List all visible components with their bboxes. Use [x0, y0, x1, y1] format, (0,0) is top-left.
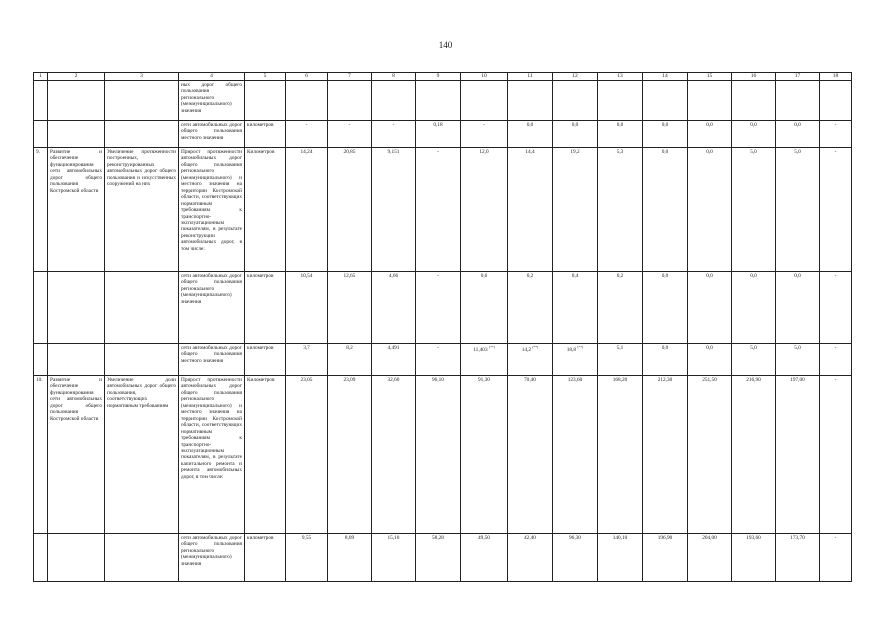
table-row: [34, 272, 852, 344]
value-cell: 0,0: [688, 121, 732, 148]
value-cell: 0,0: [688, 272, 732, 344]
value-cell: 4,66: [372, 272, 416, 344]
unit-cell: километров: [245, 121, 286, 148]
value-cell: [286, 81, 328, 121]
header-cell: 15: [688, 73, 732, 81]
unit-cell: километров: [245, 344, 286, 376]
value-cell: 0,0: [508, 121, 553, 148]
value-cell: [598, 81, 643, 121]
value-cell: 3,7: [286, 344, 328, 376]
value-cell: 91,30: [461, 376, 508, 534]
value-cell: 0,2: [508, 272, 553, 344]
value-cell: 193,60: [732, 534, 776, 582]
value-cell: 0,0: [643, 121, 688, 148]
value-cell: 12,0: [461, 148, 508, 272]
goal-cell: [48, 272, 105, 344]
goal-cell: Развитие и обеспечение функционирования сети автомобильных дорог общего пользования Костромской области: [48, 148, 105, 272]
header-cell: 11: [508, 73, 553, 81]
value-cell: 140,10: [598, 534, 643, 582]
value-cell: 19,2: [553, 148, 598, 272]
header-cell: 1: [34, 73, 48, 81]
value-cell: 10,54: [286, 272, 328, 344]
indicator-cell: сети автомобильных дорог общего пользования местного значения: [179, 121, 245, 148]
table-row: [34, 376, 852, 534]
value-cell: 0,0: [732, 272, 776, 344]
value-cell: 0,0: [776, 121, 820, 148]
value-cell: 12,65: [328, 272, 372, 344]
value-cell: 173,70: [776, 534, 820, 582]
goal-cell: [48, 81, 105, 121]
value-cell: 14,4: [508, 148, 553, 272]
header-cell: 8: [372, 73, 416, 81]
value-cell: 5,1: [598, 344, 643, 376]
indicator-cell: Прирост протяженности автомобильных дорог общего пользования регионального (межмуниципального) и местного значения на территории Костромской области, соответствующих нормативным требованиям к транспортно-эксплуатационным показателям, в результате капитального ремонта и ремонта автомобильных дорог, в том числе:: [179, 376, 245, 534]
value-cell: 196,90: [643, 534, 688, 582]
value-cell: 0,2: [598, 272, 643, 344]
value-cell: 23,09: [328, 376, 372, 534]
unit-cell: [245, 81, 286, 121]
value-cell: 42,40: [508, 534, 553, 582]
value-cell: -: [416, 272, 461, 344]
value-cell: 5,0: [732, 344, 776, 376]
value-cell: -: [461, 121, 508, 148]
value-cell: 0,6: [461, 272, 508, 344]
row-number-cell: [34, 534, 48, 582]
header-cell: 18: [820, 73, 852, 81]
value-cell: [688, 81, 732, 121]
header-cell: 10: [461, 73, 508, 81]
task-cell: [105, 121, 179, 148]
value-cell: 204,00: [688, 534, 732, 582]
row-number-cell: 10.: [34, 376, 48, 534]
value-cell: 9,151: [372, 148, 416, 272]
goal-cell: [48, 121, 105, 148]
value-text: 14,2: [521, 346, 532, 353]
value-cell: 32,60: [372, 376, 416, 534]
value-cell: [553, 81, 598, 121]
value-cell: 0,0: [688, 344, 732, 376]
unit-cell: Километров: [245, 148, 286, 272]
value-cell: 212,30: [643, 376, 688, 534]
row-number-cell: 9.: [34, 148, 48, 272]
value-cell: [461, 81, 508, 121]
value-cell: 8,2: [328, 344, 372, 376]
value-cell: -: [820, 148, 852, 272]
value-cell: -: [286, 121, 328, 148]
value-cell: 216,90: [732, 376, 776, 534]
value-cell: -: [820, 272, 852, 344]
value-cell: -: [416, 148, 461, 272]
table-row: [34, 121, 852, 148]
value-cell: [776, 81, 820, 121]
value-cell: 15,10: [372, 534, 416, 582]
unit-cell: Километров: [245, 376, 286, 534]
value-cell: -: [820, 344, 852, 376]
goal-cell: Развитие и обеспечение функционирования сети автомобильных дорог общего пользования Костромской области: [48, 376, 105, 534]
value-cell: [508, 81, 553, 121]
value-cell: 197,00: [776, 376, 820, 534]
value-cell: 4,491: [372, 344, 416, 376]
task-cell: [105, 81, 179, 121]
value-cell: 5,0: [776, 148, 820, 272]
value-cell: [508, 344, 553, 376]
value-cell: [820, 81, 852, 121]
value-cell: 0,4: [553, 272, 598, 344]
value-cell: 96,10: [416, 376, 461, 534]
value-cell: 168,20: [598, 376, 643, 534]
value-cell: 0,0: [732, 121, 776, 148]
row-number-cell: [34, 121, 48, 148]
indicator-cell: сети автомобильных дорог общего пользования местного значения: [179, 344, 245, 376]
header-cell: 3: [105, 73, 179, 81]
value-cell: 8,09: [328, 534, 372, 582]
goal-cell: [48, 534, 105, 582]
header-cell: 9: [416, 73, 461, 81]
value-cell: 20,85: [328, 148, 372, 272]
value-cell: [328, 81, 372, 121]
header-cell: 6: [286, 73, 328, 81]
value-cell: 251,50: [688, 376, 732, 534]
goal-cell: [48, 344, 105, 376]
value-cell: 0,18: [416, 121, 461, 148]
indicator-cell: ных дорог общего пользования регионального (межмуниципального) значения: [179, 81, 245, 121]
value-cell: [416, 81, 461, 121]
task-cell: [105, 344, 179, 376]
header-cell: 13: [598, 73, 643, 81]
value-cell: 23,05: [286, 376, 328, 534]
header-cell: 17: [776, 73, 820, 81]
header-cell: 14: [643, 73, 688, 81]
value-text: 18,8: [566, 346, 577, 353]
row-number-cell: [34, 344, 48, 376]
column-number-row: [34, 73, 852, 81]
value-cell: 0,0: [553, 121, 598, 148]
table-row: [34, 344, 852, 376]
value-cell: 0,0: [643, 272, 688, 344]
table-row: [34, 148, 852, 272]
value-cell: 0,0: [643, 148, 688, 272]
header-cell: 7: [328, 73, 372, 81]
value-cell: -: [820, 534, 852, 582]
value-cell: 5,3: [598, 148, 643, 272]
value-cell: -: [372, 121, 416, 148]
value-cell: -: [820, 121, 852, 148]
value-cell: [553, 344, 598, 376]
value-cell: 49,50: [461, 534, 508, 582]
value-cell: 14,24: [286, 148, 328, 272]
header-cell: 5: [245, 73, 286, 81]
value-cell: [372, 81, 416, 121]
value-cell: 5,0: [732, 148, 776, 272]
value-cell: [732, 81, 776, 121]
header-cell: 12: [553, 73, 598, 81]
value-cell: -: [820, 376, 852, 534]
task-cell: [105, 272, 179, 344]
footnote-marker: (**): [577, 345, 584, 349]
header-cell: 2: [48, 73, 105, 81]
header-cell: 16: [732, 73, 776, 81]
value-cell: 0,0: [643, 344, 688, 376]
value-cell: [643, 81, 688, 121]
indicator-cell: сети автомобильных дорог общего пользования регионального (межмуниципального) значения: [179, 534, 245, 582]
value-cell: 0,0: [776, 272, 820, 344]
header-cell: 4: [179, 73, 245, 81]
footnote-marker: (**): [532, 345, 539, 349]
value-cell: 58,28: [416, 534, 461, 582]
value-cell: [461, 344, 508, 376]
footnote-marker: (**): [488, 345, 495, 349]
page-number: 140: [438, 40, 453, 50]
value-cell: -: [416, 344, 461, 376]
value-text: 11,403: [473, 346, 488, 353]
row-number-cell: [34, 272, 48, 344]
indicators-table: [33, 72, 852, 582]
value-cell: 0,0: [688, 148, 732, 272]
value-cell: -: [328, 121, 372, 148]
unit-cell: километров: [245, 272, 286, 344]
value-cell: 9,55: [286, 534, 328, 582]
value-cell: 96,30: [553, 534, 598, 582]
value-cell: 0,0: [598, 121, 643, 148]
value-cell: 70,40: [508, 376, 553, 534]
task-cell: Увеличение протяженности построенных, реконструированных автомобильных дорог общего пользования и искусственных сооружений на них: [105, 148, 179, 272]
indicator-cell: сети автомобильных дорог общего пользования регионального (межмуниципального) значения: [179, 272, 245, 344]
value-cell: 123,60: [553, 376, 598, 534]
unit-cell: километров: [245, 534, 286, 582]
table-row: [34, 534, 852, 582]
row-number-cell: [34, 81, 48, 121]
value-cell: 5,0: [776, 344, 820, 376]
table-row: [34, 81, 852, 121]
task-cell: Увеличение доли автомобильных дорог общего пользования, соответствующих нормативным требованиям: [105, 376, 179, 534]
indicator-cell: Прирост протяженности автомобильных дорог общего пользования регионального (межмуниципального) и местного значения на территории Костромской области, соответствующих нормативным требованиям к транспортно-эксплуатационным показателям, в результате реконструкции автомобильных дорог, в том числе:: [179, 148, 245, 272]
task-cell: [105, 534, 179, 582]
